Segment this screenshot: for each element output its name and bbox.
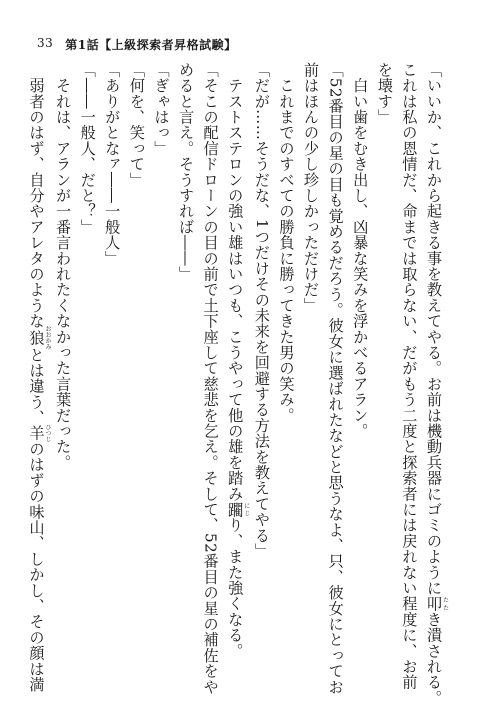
ruby-annotation: 躙にじ	[226, 501, 250, 518]
page-header	[37, 36, 237, 53]
text-segment: それは、アランが一番言われたくなかった言葉だった。	[54, 62, 73, 471]
text-segment: 「いいか、これから起きる事を教えてやる。お前は機動兵器にゴミのように	[425, 62, 443, 596]
text-line	[24, 62, 51, 693]
text-line	[124, 62, 149, 672]
text-line	[75, 62, 100, 672]
text-segment: 前はほんの少し珍しかっただけだ」	[302, 62, 321, 314]
text-line	[274, 62, 299, 672]
text-line	[298, 62, 323, 672]
text-segment: を壊す」	[375, 62, 394, 125]
text-line	[223, 62, 250, 672]
text-segment: テストステロンの強い雄はいつも、こうやって他の雄を踏み	[226, 62, 245, 502]
text-segment: 「ありがとなァ――一般人」	[103, 62, 122, 267]
text-line	[372, 62, 397, 672]
text-line	[100, 62, 125, 672]
text-segment: 「何を、笑って」	[127, 62, 146, 188]
text-segment: 「そこの配信ドローンの目の前で土下座して慈悲を乞え。そして、52番目の星の補佐をや	[201, 62, 220, 695]
text-line	[198, 62, 223, 695]
text-segment: 「――一般人、だと？」	[78, 62, 97, 235]
text-segment: 「だが……そうだな、1つだけその未来を回避する方法を教えてやる」	[252, 62, 271, 559]
text-segment: き潰される。	[425, 611, 443, 706]
ruby-reading: たた	[441, 595, 449, 612]
chapter-title: 第1話【上級探索者昇格試験】	[65, 38, 237, 52]
ruby-annotation: 狼おおかみ	[27, 325, 51, 350]
ruby-reading: おおかみ	[44, 325, 51, 350]
ruby-reading: ひつじ	[44, 424, 51, 443]
text-line	[421, 62, 449, 706]
text-line	[51, 62, 76, 672]
text-segment: り、また強くなる。	[226, 517, 245, 659]
text-segment: とは違う、	[27, 346, 46, 426]
text-segment: めると言え。そうすれば――」	[177, 62, 196, 282]
text-segment: これは私の恩情だ、命までは取らない、だがもう二度と探索者には戻れない程度に、お前	[400, 62, 419, 690]
ruby-annotation: 叩たた	[425, 595, 449, 612]
text-line	[173, 62, 198, 672]
text-line	[323, 62, 348, 695]
text-segment: のはずの味山、しかし、その顔は満	[27, 441, 46, 693]
page-number: 33	[37, 36, 54, 50]
text-line	[249, 62, 274, 672]
text-segment: これまでのすべての勝負に勝ってきた男の笑み。	[277, 62, 296, 424]
text-segment: 弱者のはず、自分やアレタのような	[27, 62, 46, 329]
text-line	[348, 62, 373, 672]
text-line	[149, 62, 174, 672]
text-segment: 「52番目の星の目も覚めるだろう。彼女に選ばれたなどと思うなよ、只、彼女にとってお	[326, 62, 345, 695]
text-segment: 「ぎゃはっ」	[152, 62, 171, 157]
ruby-reading: にじ	[242, 501, 250, 518]
ruby-annotation: 羊ひつじ	[27, 424, 51, 443]
text-line	[397, 62, 422, 690]
text-segment: 白い歯をむき出し、凶暴な笑みを浮かべるアラン。	[351, 62, 370, 439]
novel-body-text	[27, 62, 449, 706]
